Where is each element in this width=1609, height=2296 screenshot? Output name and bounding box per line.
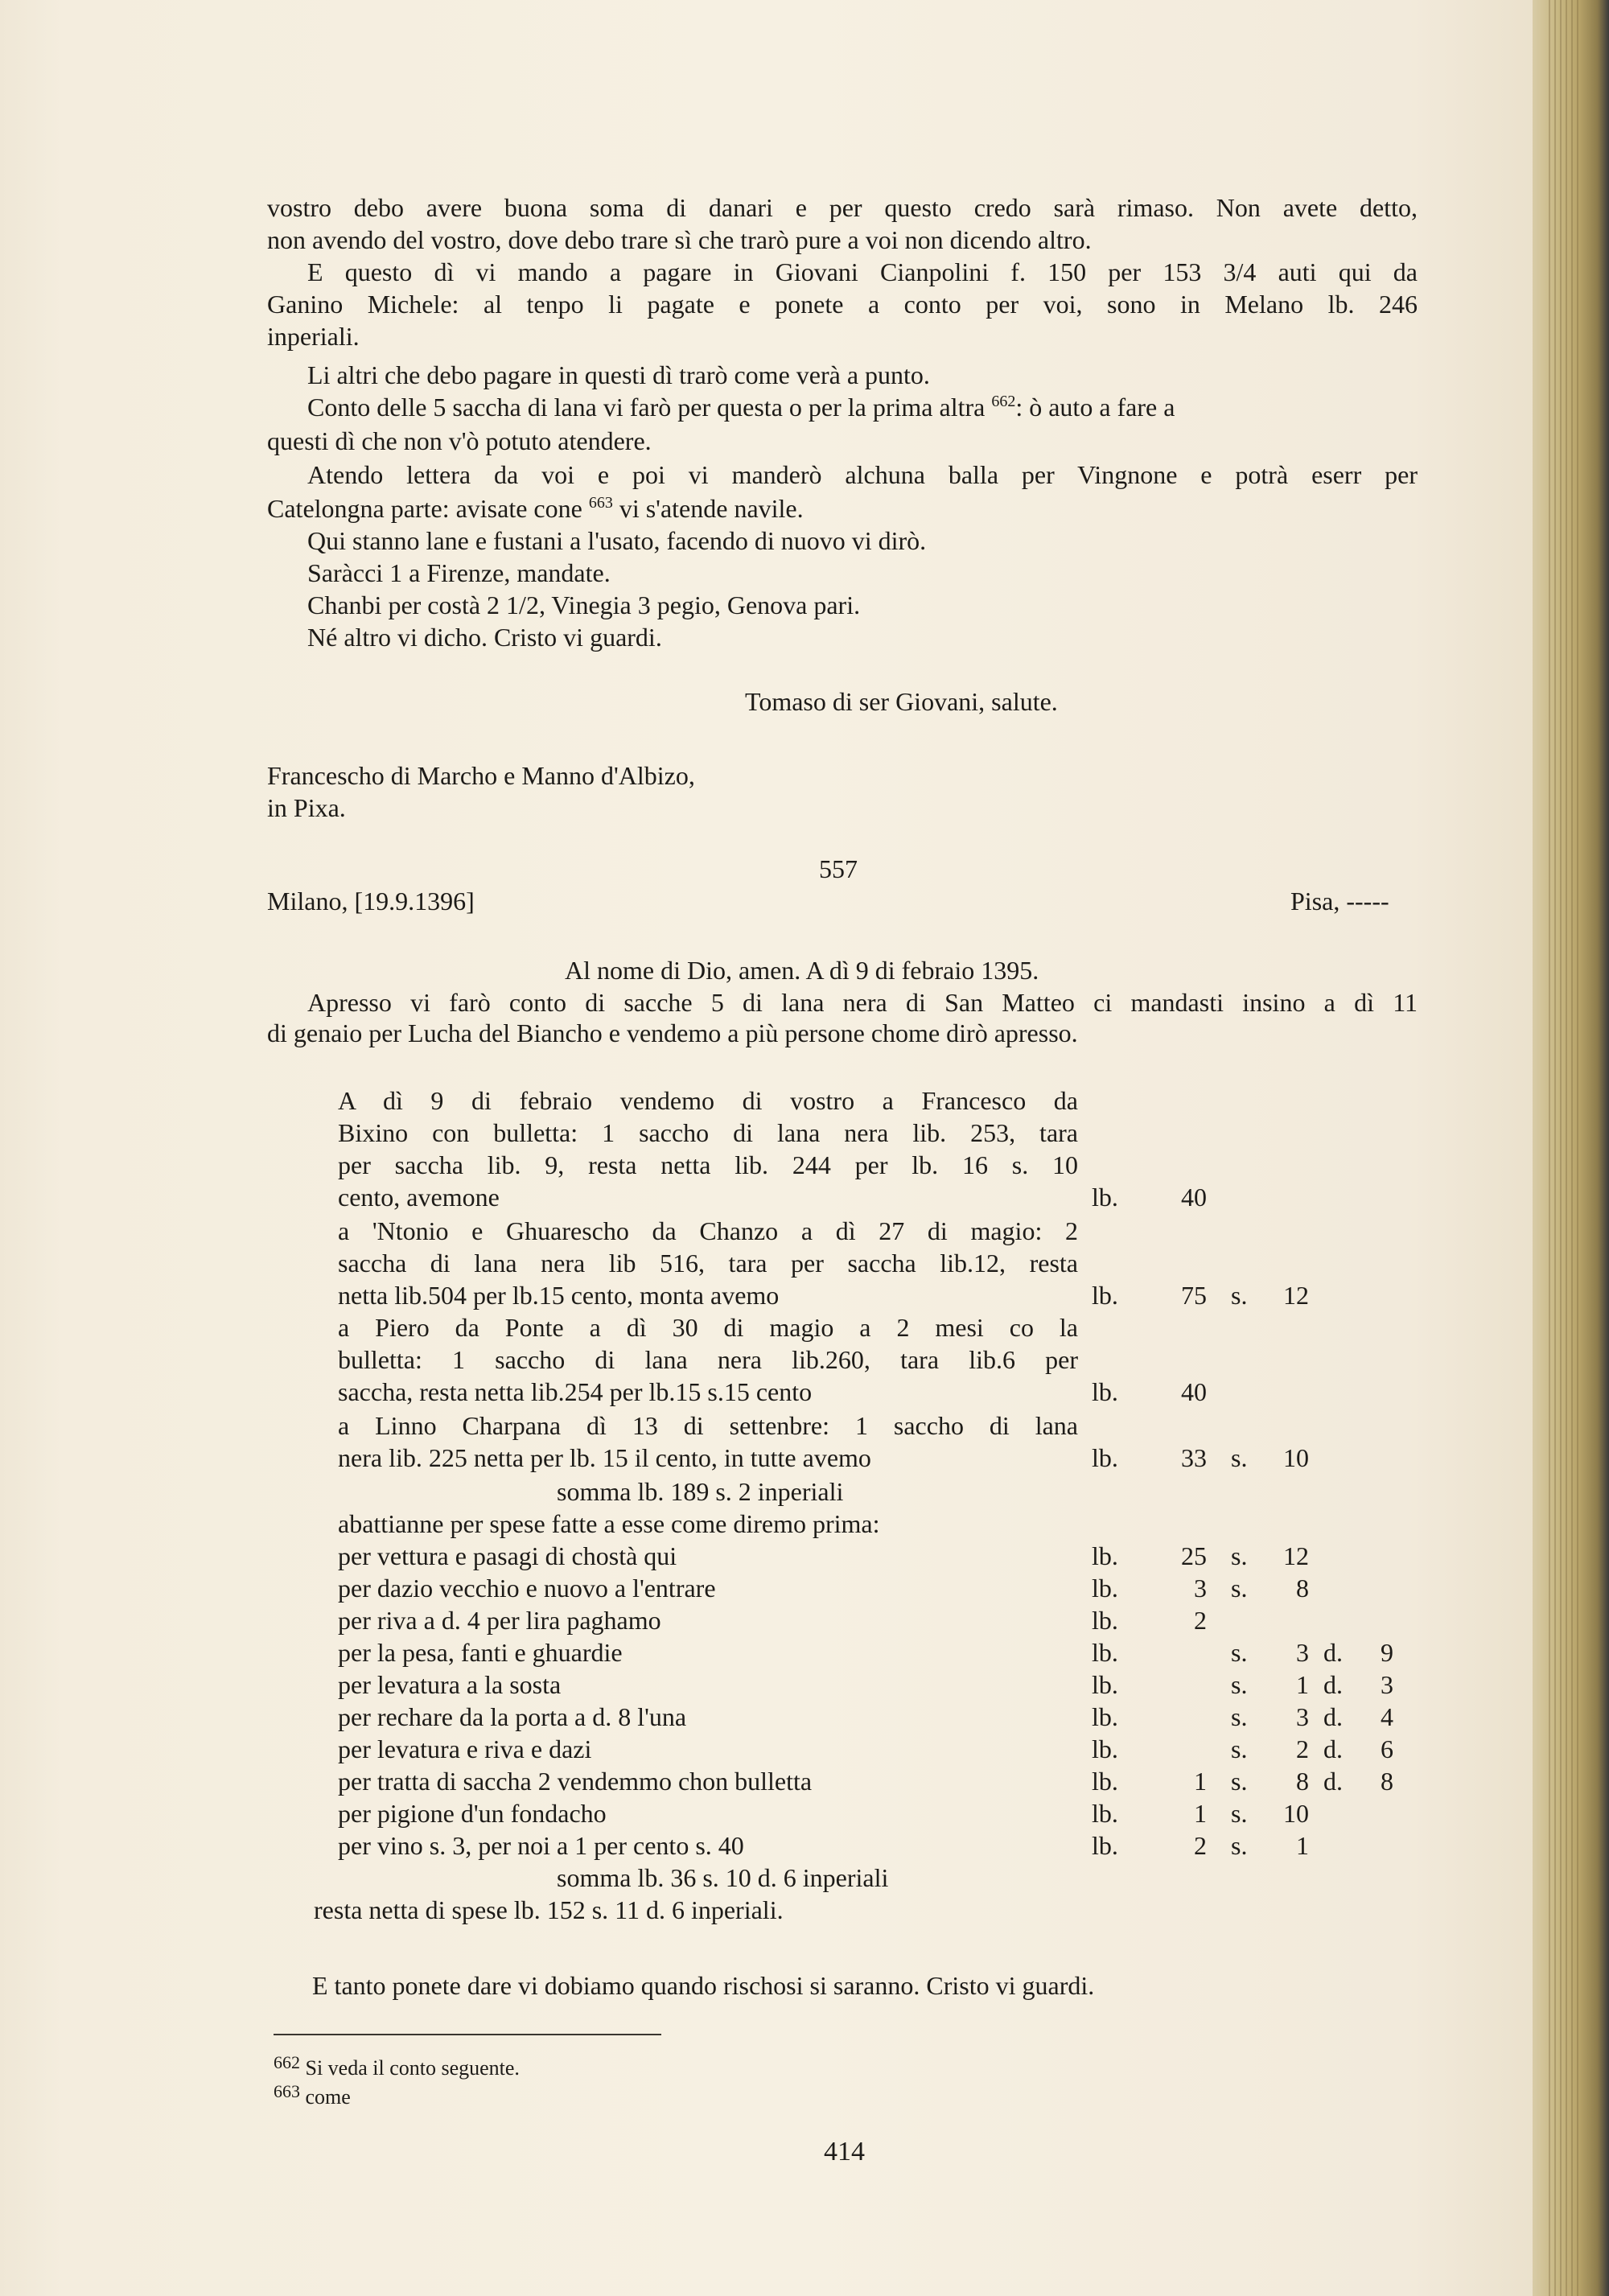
expense-line: per levatura e riva e dazi — [338, 1734, 592, 1763]
paragraph-line: inperiali. — [267, 322, 360, 351]
amount-lb: 33 — [1181, 1443, 1207, 1472]
amount-s: 3 — [1296, 1702, 1309, 1731]
paragraph-line: Chanbi per costà 2 1/2, Vinegia 3 pegio, Genova pari. — [307, 590, 861, 619]
paragraph-line: non avendo del vostro, dove debo trare sì che trarò pure a voi non dicendo altro. — [267, 225, 1092, 254]
unit-s: s. — [1231, 1734, 1248, 1763]
paragraph-line: Né altro vi dicho. Cristo vi guardi. — [307, 623, 662, 652]
unit-d: d. — [1323, 1734, 1343, 1763]
sales-total: somma lb. 189 s. 2 inperiali — [557, 1477, 844, 1506]
book-edge — [1533, 0, 1609, 2296]
unit-lb: lb. — [1092, 1734, 1118, 1763]
unit-lb: lb. — [1092, 1443, 1118, 1472]
paragraph-line: questi dì che non v'ò potuto atendere. — [267, 426, 652, 455]
footnote-ref-662[interactable]: 662 — [991, 393, 1016, 410]
unit-s: s. — [1231, 1638, 1248, 1667]
expenses-intro: abattianne per spese fatte a esse come diremo prima: — [338, 1509, 880, 1538]
paragraph-line: Li altri che debo pagare in questi dì trarò come verà a punto. — [307, 360, 930, 389]
unit-s: s. — [1231, 1702, 1248, 1731]
expenses-total: somma lb. 36 s. 10 d. 6 inperiali — [557, 1863, 889, 1892]
amount-d: 4 — [1381, 1702, 1393, 1731]
paragraph-line: Atendo lettera da voi e poi vi manderò alchuna balla per Vingnone e potrà eserr per — [307, 460, 1418, 489]
paragraph-line: di genaio per Lucha del Biancho e vendemo a più persone chome dirò apresso. — [267, 1018, 1078, 1047]
amount-lb: 40 — [1181, 1183, 1207, 1212]
unit-s: s. — [1231, 1767, 1248, 1796]
footnote-text: come — [305, 2085, 351, 2109]
sale-line: cento, avemone — [338, 1183, 500, 1212]
footnote-number: 662 — [274, 2052, 300, 2072]
unit-lb: lb. — [1092, 1702, 1118, 1731]
amount-lb: 25 — [1181, 1541, 1207, 1570]
unit-lb: lb. — [1092, 1541, 1118, 1570]
letter-number: 557 — [819, 854, 858, 883]
paragraph-line: Apresso vi farò conto di sacche 5 di lana nera di San Matteo ci mandasti insino a dì 11 — [307, 988, 1418, 1017]
amount-s: 3 — [1296, 1638, 1309, 1667]
address-line: in Pixa. — [267, 793, 346, 822]
unit-lb: lb. — [1092, 1574, 1118, 1603]
unit-s: s. — [1231, 1281, 1248, 1310]
sale-line: per saccha lib. 9, resta netta lib. 244 per lb. 16 s. 10 — [338, 1150, 1078, 1179]
expense-line: per la pesa, fanti e ghuardie — [338, 1638, 623, 1667]
net-total: resta netta di spese lb. 152 s. 11 d. 6 inperiali. — [314, 1895, 784, 1924]
page-number: 414 — [824, 2137, 865, 2166]
unit-s: s. — [1231, 1670, 1248, 1699]
amount-d: 6 — [1381, 1734, 1393, 1763]
expense-line: per rechare da la porta a d. 8 l'una — [338, 1702, 687, 1731]
text-run: Catelongna parte: avisate cone — [267, 494, 589, 523]
footnote-662 — [274, 2052, 520, 2080]
amount-s: 10 — [1283, 1443, 1309, 1472]
sale-line: a 'Ntonio e Ghuarescho da Chanzo a dì 27 di magio: 2 — [338, 1216, 1078, 1245]
paragraph-line: vostro debo avere buona soma di danari e per questo credo sarà rimaso. Non avete detto, — [267, 193, 1418, 222]
amount-s: 10 — [1283, 1799, 1309, 1828]
expense-line: per vino s. 3, per noi a 1 per cento s. 40 — [338, 1831, 744, 1860]
amount-lb: 1 — [1194, 1767, 1207, 1796]
footnote-number: 663 — [274, 2081, 300, 2101]
unit-lb: lb. — [1092, 1670, 1118, 1699]
sale-line: bulletta: 1 saccho di lana nera lib.260, tara lib.6 per — [338, 1345, 1078, 1374]
amount-lb: 40 — [1181, 1377, 1207, 1406]
text-run: Conto delle 5 saccha di lana vi farò per questa o per la prima altra — [307, 393, 992, 422]
expense-line: per levatura a la sosta — [338, 1670, 562, 1699]
amount-d: 9 — [1381, 1638, 1393, 1667]
unit-d: d. — [1323, 1638, 1343, 1667]
sale-line: saccha, resta netta lib.254 per lb.15 s.15 cento — [338, 1377, 813, 1406]
amount-s: 12 — [1283, 1541, 1309, 1570]
unit-lb: lb. — [1092, 1767, 1118, 1796]
amount-s: 2 — [1296, 1734, 1309, 1763]
signature: Tomaso di ser Giovani, salute. — [745, 687, 1058, 716]
unit-lb: lb. — [1092, 1281, 1118, 1310]
footnote-text: Si veda il conto seguente. — [305, 2056, 520, 2080]
paragraph-line: Qui stanno lane e fustani a l'usato, facendo di nuovo vi dirò. — [307, 526, 927, 555]
unit-s: s. — [1231, 1443, 1248, 1472]
footnote-663 — [274, 2081, 351, 2109]
address-line: Francescho di Marcho e Manno d'Albizo, — [267, 761, 695, 790]
sale-line: a Linno Charpana dì 13 di settenbre: 1 saccho di lana — [338, 1411, 1078, 1440]
text-run: vi s'atende navile. — [612, 494, 804, 523]
unit-lb: lb. — [1092, 1183, 1118, 1212]
closing: E tanto ponete dare vi dobiamo quando rischosi si saranno. Cristo vi guardi. — [312, 1971, 1095, 2000]
amount-lb: 2 — [1194, 1831, 1207, 1860]
paragraph-line: Saràcci 1 a Firenze, mandate. — [307, 558, 611, 587]
unit-lb: lb. — [1092, 1377, 1118, 1406]
expense-line: per riva a d. 4 per lira paghamo — [338, 1606, 661, 1635]
paragraph-line: E questo dì vi mando a pagare in Giovani Cianpolini f. 150 per 153 3/4 auti qui da — [307, 257, 1418, 286]
sale-line: nera lib. 225 netta per lb. 15 il cento, in tutte avemo — [338, 1443, 871, 1472]
amount-d: 8 — [1381, 1767, 1393, 1796]
letter-destination: Pisa, ----- — [1290, 887, 1389, 916]
amount-s: 1 — [1296, 1670, 1309, 1699]
paragraph-line — [307, 391, 1418, 423]
amount-lb: 75 — [1181, 1281, 1207, 1310]
unit-s: s. — [1231, 1831, 1248, 1860]
expense-line: per dazio vecchio e nuovo a l'entrare — [338, 1574, 716, 1603]
amount-s: 8 — [1296, 1767, 1309, 1796]
paragraph-line: Ganino Michele: al tenpo li pagate e ponete a conto per voi, sono in Melano lb. 246 — [267, 290, 1418, 319]
unit-lb: lb. — [1092, 1799, 1118, 1828]
unit-lb: lb. — [1092, 1606, 1118, 1635]
amount-s: 8 — [1296, 1574, 1309, 1603]
expense-line: per vettura e pasagi di chostà qui — [338, 1541, 677, 1570]
amount-d: 3 — [1381, 1670, 1393, 1699]
paragraph-line — [267, 492, 804, 525]
sale-line: saccha di lana nera lib 516, tara per saccha lib.12, resta — [338, 1249, 1078, 1278]
amount-s: 1 — [1296, 1831, 1309, 1860]
unit-lb: lb. — [1092, 1831, 1118, 1860]
text-run: : ò auto a fare a — [1015, 393, 1175, 422]
amount-lb: 3 — [1194, 1574, 1207, 1603]
footnote-rule — [274, 2034, 661, 2035]
unit-s: s. — [1231, 1541, 1248, 1570]
sale-line: Bixino con bulletta: 1 saccho di lana nera lib. 253, tara — [338, 1118, 1078, 1147]
unit-lb: lb. — [1092, 1638, 1118, 1667]
footnote-ref-663[interactable]: 663 — [588, 494, 613, 512]
unit-s: s. — [1231, 1799, 1248, 1828]
sale-line: a Piero da Ponte a dì 30 di magio a 2 mesi co la — [338, 1313, 1078, 1342]
expense-line: per tratta di saccha 2 vendemmo chon bulletta — [338, 1767, 813, 1796]
amount-s: 12 — [1283, 1281, 1309, 1310]
letter-origin: Milano, [19.9.1396] — [267, 887, 475, 916]
page-stack-lines — [1549, 0, 1581, 2296]
unit-d: d. — [1323, 1767, 1343, 1796]
unit-d: d. — [1323, 1670, 1343, 1699]
sale-line: A dì 9 di febraio vendemo di vostro a Francesco da — [338, 1086, 1078, 1115]
amount-lb: 2 — [1194, 1606, 1207, 1635]
amount-lb: 1 — [1194, 1799, 1207, 1828]
sale-line: netta lib.504 per lb.15 cento, monta avemo — [338, 1281, 780, 1310]
invocation: Al nome di Dio, amen. A dì 9 di febraio 1395. — [565, 956, 1039, 985]
unit-s: s. — [1231, 1574, 1248, 1603]
expense-line: per pigione d'un fondacho — [338, 1799, 607, 1828]
unit-d: d. — [1323, 1702, 1343, 1731]
